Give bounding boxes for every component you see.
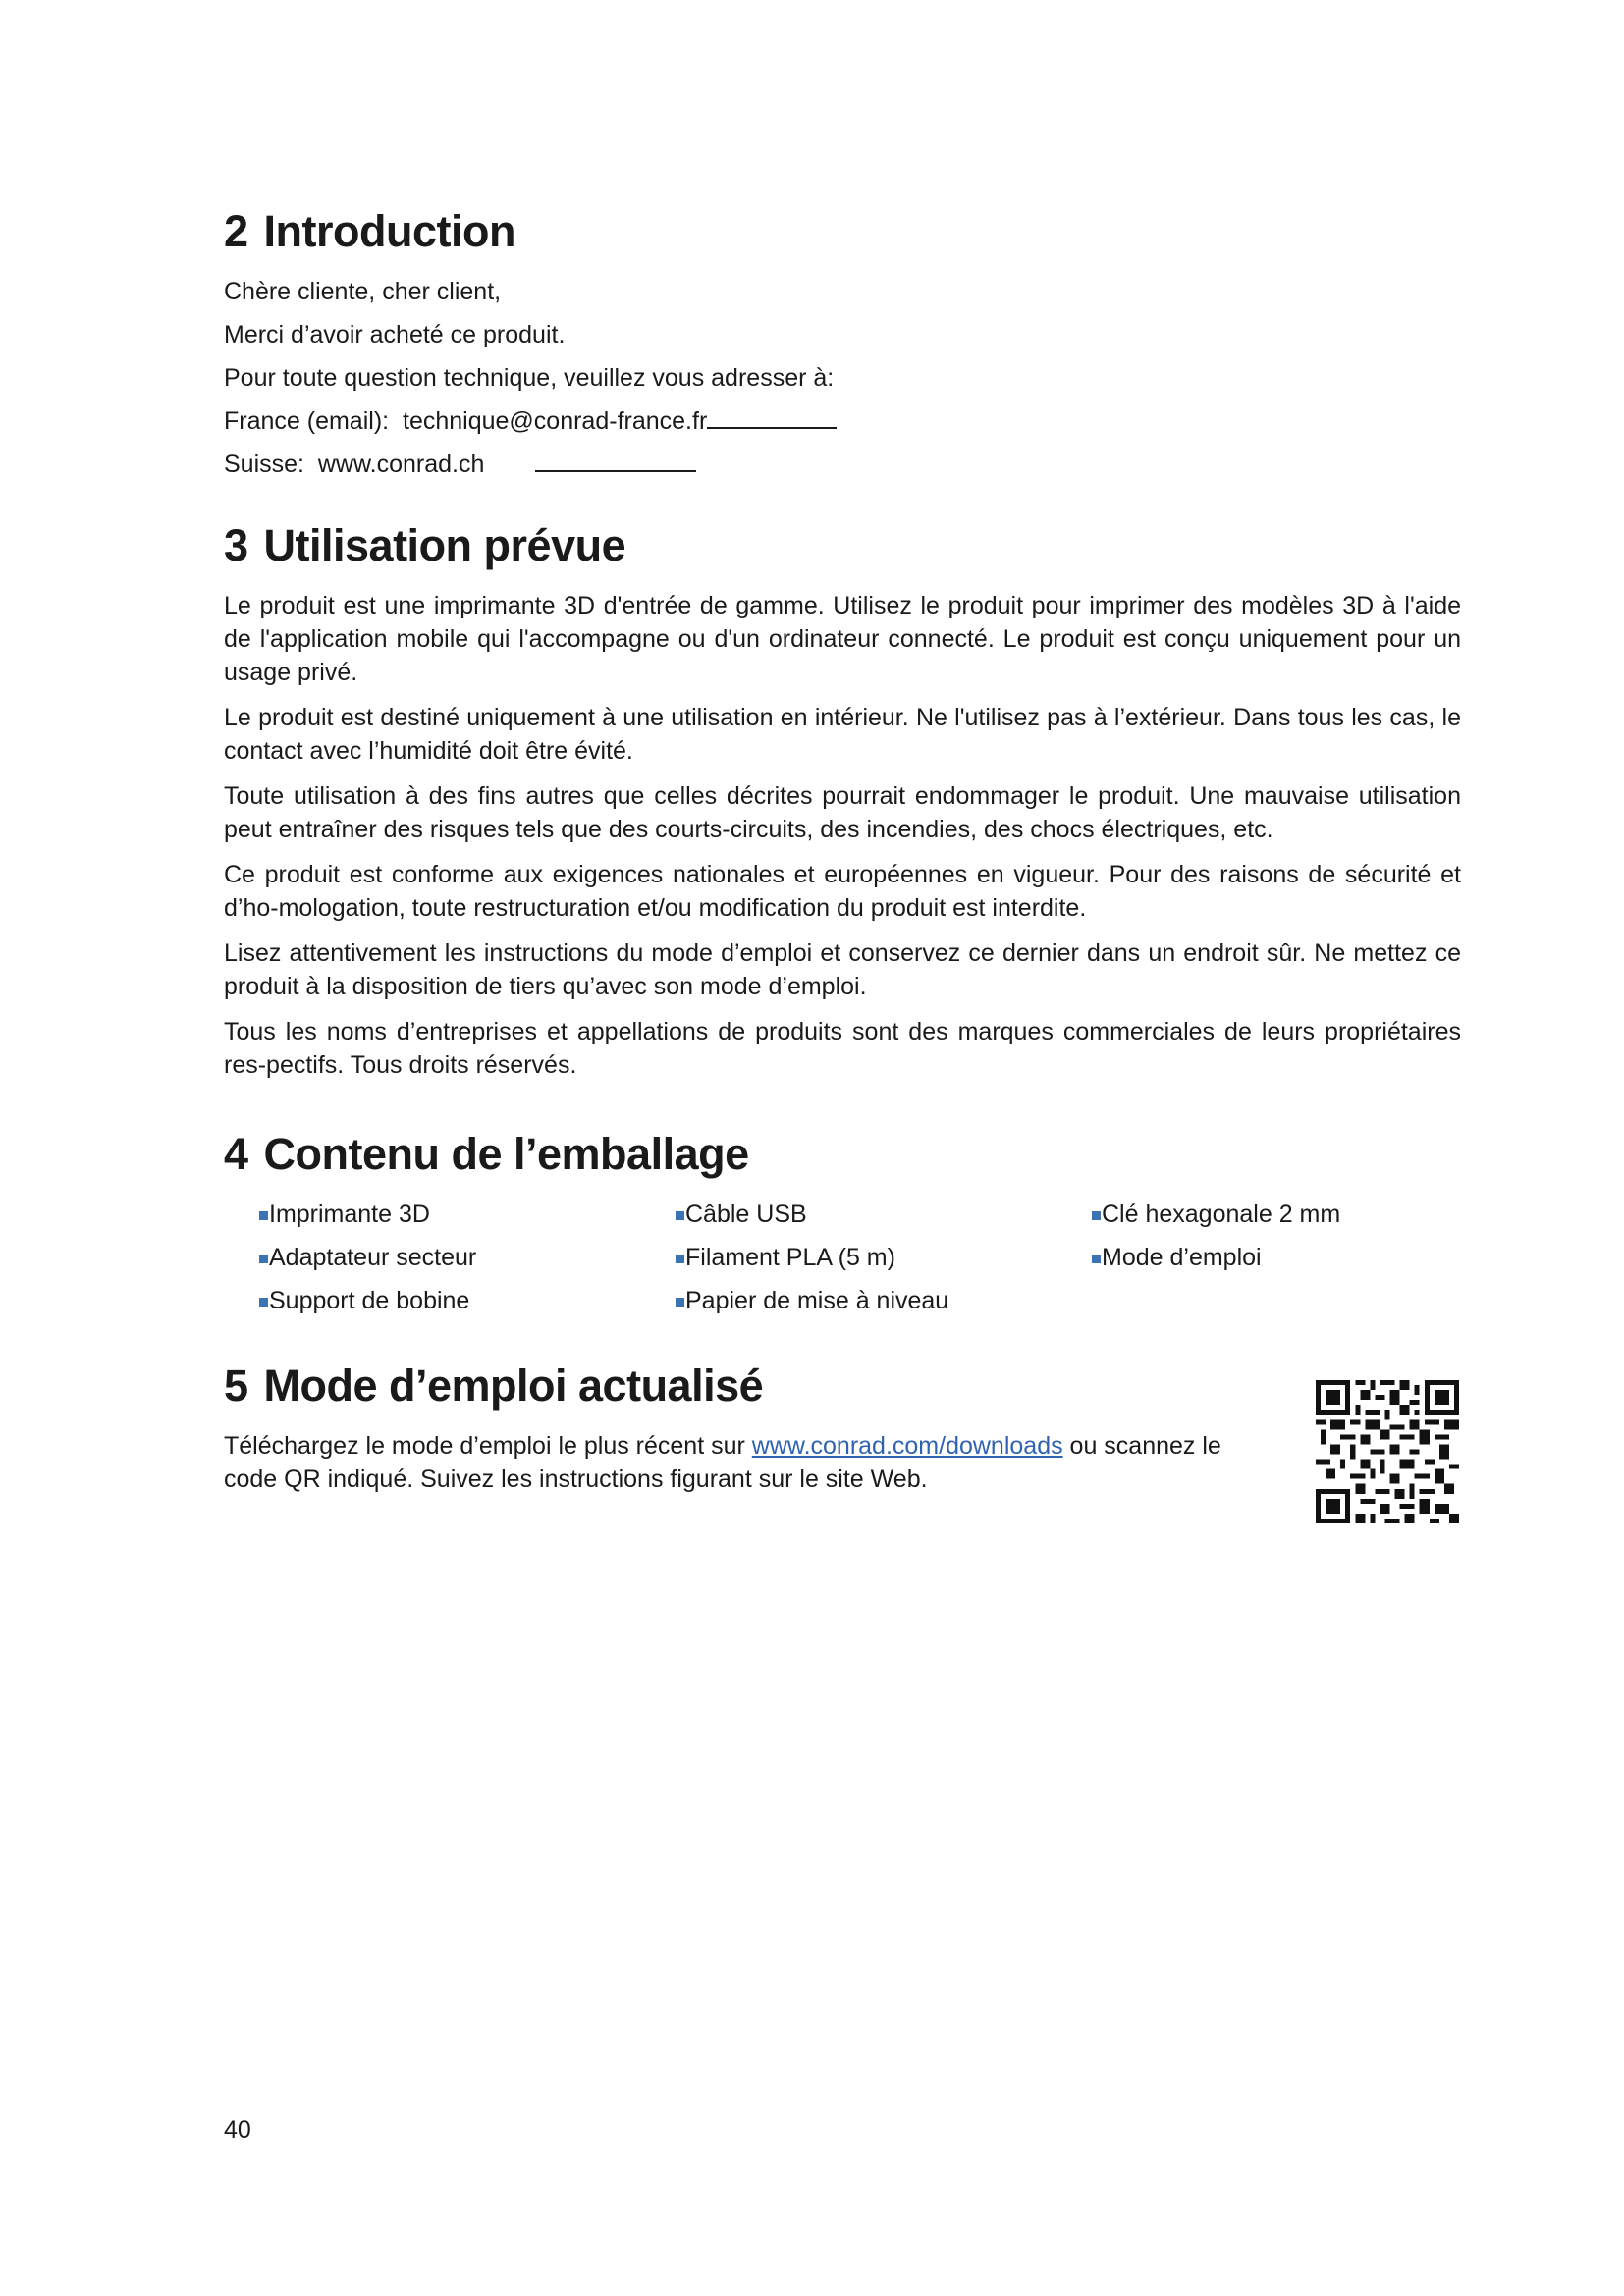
section-title: Contenu de l’emballage xyxy=(263,1129,749,1179)
section-usage xyxy=(224,520,1461,1082)
question-text: Pour toute question technique, veuillez vous adresser à: xyxy=(224,364,835,392)
list-item: Support de bobine xyxy=(259,1284,676,1317)
usage-paragraph: Ce produit est conforme aux exigences nationales et européennes en vigueur. Pour des raisons de sécurité et d’ho-mologation, toute restructuration et/ou modification du produit est interdite. xyxy=(224,861,1461,922)
list-item: Imprimante 3D xyxy=(259,1198,676,1231)
underline-rule xyxy=(535,470,696,472)
list-item: Câble USB xyxy=(676,1198,1092,1231)
manual-paragraph: Téléchargez le mode d’emploi le plus récent sur www.conrad.com/downloads ou scannez le code QR indiqué. Suivez les instructions figurant sur le site Web. xyxy=(224,1432,1221,1493)
contact-france xyxy=(224,404,1461,438)
bullet-icon xyxy=(259,1255,268,1263)
bullet-icon xyxy=(259,1211,268,1220)
section-title: Introduction xyxy=(263,206,515,256)
bullet-icon xyxy=(676,1298,684,1307)
section-heading xyxy=(224,1129,1461,1180)
section-heading xyxy=(224,206,1461,257)
section-number: 3 xyxy=(224,520,248,570)
section-introduction xyxy=(224,206,1461,481)
section-title: Utilisation prévue xyxy=(263,520,626,570)
page-number: 40 xyxy=(224,2116,251,2144)
page-content xyxy=(224,206,1461,1496)
section-heading xyxy=(224,520,1461,571)
bullet-icon xyxy=(676,1255,684,1263)
thanks-text: Merci d’avoir acheté ce produit. xyxy=(224,321,566,348)
usage-paragraph: Lisez attentivement les instructions du mode d’emploi et conservez ce dernier dans un endroit sûr. Ne mettez ce produit à la disposition de tiers qu’avec son mode d’emploi. xyxy=(224,939,1461,1000)
contact-france-label: France (email): xyxy=(224,407,390,435)
list-item: Clé hexagonale 2 mm xyxy=(1092,1198,1496,1231)
bullet-icon xyxy=(1092,1255,1101,1263)
manual-description xyxy=(224,1429,1265,1496)
section-number: 5 xyxy=(224,1361,248,1411)
usage-paragraph: Tous les noms d’entreprises et appellations de produits sont des marques commerciales de leurs propriétaires res-pectifs. Tous droits réservés. xyxy=(224,1018,1461,1079)
underline-rule xyxy=(707,427,837,429)
list-item: Papier de mise à niveau xyxy=(676,1284,1092,1317)
section-heading xyxy=(224,1361,1461,1412)
usage-paragraph: Le produit est destiné uniquement à une utilisation en intérieur. Ne l'utilisez pas à l’extérieur. Dans tous les cas, le contact avec l’humidité doit être évité. xyxy=(224,704,1461,765)
contact-suisse-web: www.conrad.ch xyxy=(317,451,485,478)
contact-france-email: technique@conrad-france.fr xyxy=(403,407,708,435)
contact-suisse xyxy=(224,448,1461,481)
bullet-icon xyxy=(676,1211,684,1220)
section-title: Mode d’emploi actualisé xyxy=(263,1361,764,1411)
section-package xyxy=(224,1129,1461,1317)
contact-suisse-label: Suisse: xyxy=(224,451,304,478)
package-list xyxy=(259,1198,1461,1317)
section-number: 2 xyxy=(224,206,248,256)
usage-paragraph: Toute utilisation à des fins autres que celles décrites pourrait endommager le produit. Une mauvaise utilisation peut entraîner des risques tels que des courts-circuits, des incendies, des chocs électriques, etc. xyxy=(224,782,1461,843)
list-item: Adaptateur secteur xyxy=(259,1241,676,1274)
bullet-icon xyxy=(1092,1211,1101,1220)
usage-paragraph: Le produit est une imprimante 3D d'entrée de gamme. Utilisez le produit pour imprimer des modèles 3D à l'aide de l'application mobile qui l'accompagne ou d'un ordinateur connecté. Le produit est conçu uniquement pour un usage privé. xyxy=(224,592,1461,686)
section-manual xyxy=(224,1361,1461,1496)
list-item: Mode d’emploi xyxy=(1092,1241,1496,1274)
greeting-text: Chère cliente, cher client, xyxy=(224,278,502,305)
bullet-icon xyxy=(259,1298,268,1307)
list-item: Filament PLA (5 m) xyxy=(676,1241,1092,1274)
section-number: 4 xyxy=(224,1129,248,1179)
downloads-link[interactable]: www.conrad.com/downloads xyxy=(751,1432,1063,1460)
qr-code-icon[interactable] xyxy=(1316,1380,1459,1523)
